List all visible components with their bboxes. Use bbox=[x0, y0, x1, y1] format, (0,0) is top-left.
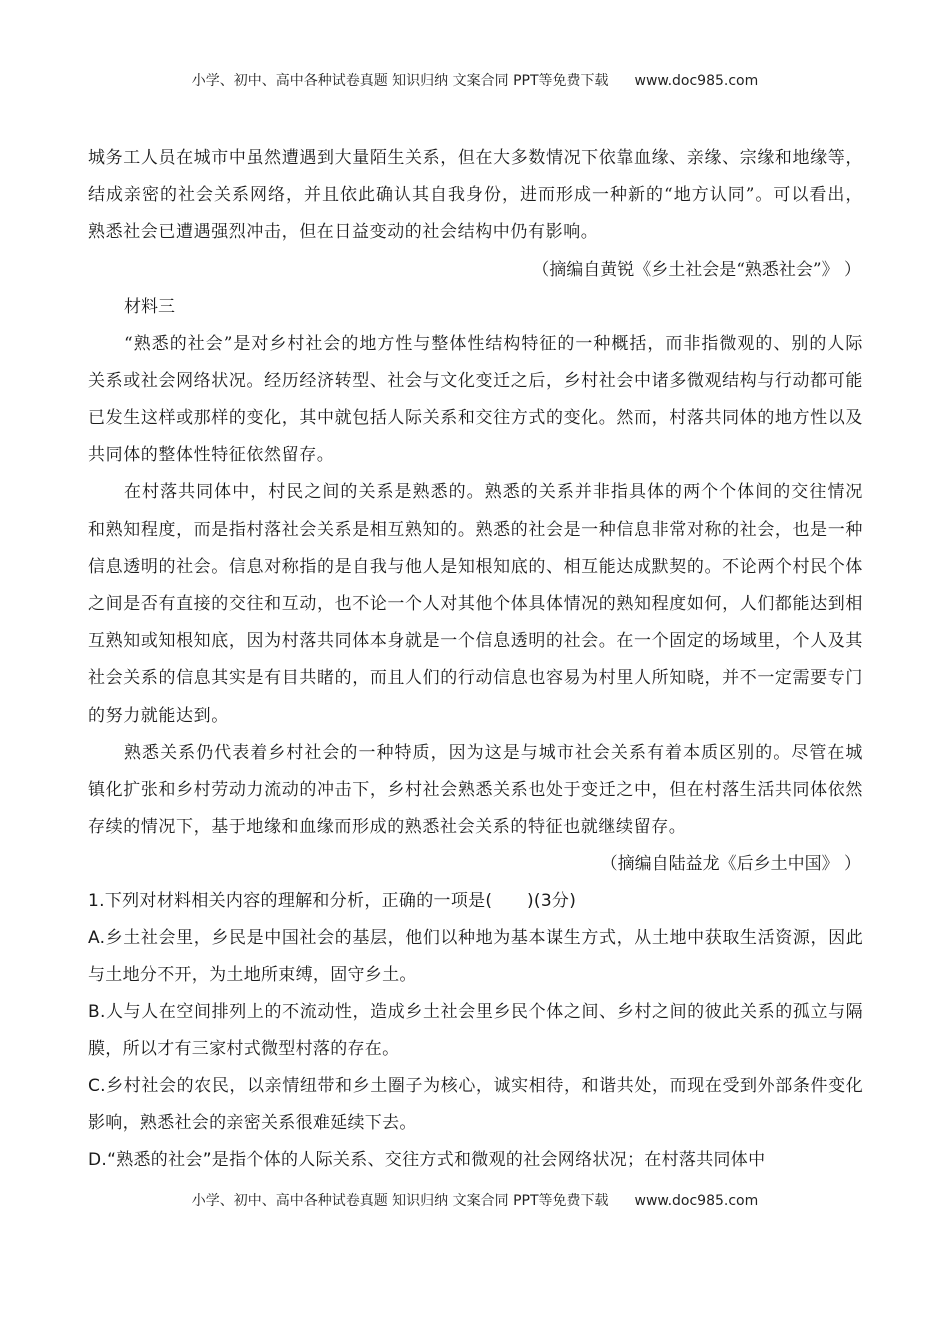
source-citation-2: （摘编自黄锐《乡土社会是“熟悉社会”》 ） bbox=[532, 259, 861, 280]
question-1-stem: 1.下列对材料相关内容的理解和分析，正确的一项是( )(3分) bbox=[88, 891, 577, 912]
question-1-option-d: D.“熟悉的社会”是指个体的人际关系、交往方式和微观的社会网络状况；在村落共同体中 bbox=[88, 1150, 766, 1171]
footer-url-link[interactable]: www.doc985.com bbox=[634, 1193, 759, 1209]
page-footer bbox=[0, 1190, 950, 1210]
question-1-option-a: A.乡土社会里，乡民是中国社会的基层，他们以种地为基本谋生方式，从土地中获取生活资源，因此与土地分不开，为土地所束缚，固守乡土。 bbox=[88, 928, 863, 986]
material-3-paragraph-2: 在村落共同体中，村民之间的关系是熟悉的。熟悉的关系并非指具体的两个个体间的交往情况和熟知程度，而是指村落社会关系是相互熟知的。熟悉的社会是一种信息非常对称的社会，也是一种信息透明的社会。信息对称指的是自我与他人是知根知底的、相互能达成默契的。不论两个村民个体之间是否有直接的交往和互动，也不论一个人对其他个体具体情况的熟知程度如何，人们都能达到相互熟知或知根知底，因为村落共同体本身就是一个信息透明的社会。在一个固定的场域里，个人及其社会关系的信息其实是有目共睹的，而且人们的行动信息也容易为村里人所知晓，并不一定需要专门的努力就能达到。 bbox=[88, 482, 863, 726]
question-1-option-c: C.乡村社会的农民，以亲情纽带和乡土圈子为核心，诚实相待，和谐共处，而现在受到外部条件变化影响，熟悉社会的亲密关系很难延续下去。 bbox=[88, 1076, 863, 1134]
header-url-link[interactable]: www.doc985.com bbox=[634, 73, 759, 89]
continuation-paragraph: 城务工人员在城市中虽然遭遇到大量陌生关系，但在大多数情况下依靠血缘、亲缘、宗缘和地缘等，结成亲密的社会关系网络，并且依此确认其自我身份，进而形成一种新的“地方认同”。可以看出，熟悉社会已遭遇强烈冲击，但在日益变动的社会结构中仍有影响。 bbox=[88, 148, 863, 243]
material-3-heading: 材料三 bbox=[124, 296, 175, 317]
document-body bbox=[88, 140, 863, 1179]
source-citation-3: （摘编自陆益龙《后乡土中国》 ） bbox=[600, 854, 861, 875]
question-1-option-b: B.人与人在空间排列上的不流动性，造成乡土社会里乡民个体之间、乡村之间的彼此关系的孤立与隔膜，所以才有三家村式微型村落的存在。 bbox=[88, 1002, 863, 1060]
footer-text: 小学、初中、高中各种试卷真题 知识归纳 文案合同 PPT等免费下载 bbox=[191, 1193, 609, 1209]
page-header bbox=[0, 70, 950, 90]
header-text: 小学、初中、高中各种试卷真题 知识归纳 文案合同 PPT等免费下载 bbox=[191, 73, 609, 89]
material-3-paragraph-3: 熟悉关系仍代表着乡村社会的一种特质，因为这是与城市社会关系有着本质区别的。尽管在城镇化扩张和乡村劳动力流动的冲击下，乡村社会熟悉关系也处于变迁之中，但在村落生活共同体依然存续的情况下，基于地缘和血缘而形成的熟悉社会关系的特征也就继续留存。 bbox=[88, 742, 863, 838]
material-3-paragraph-1: “熟悉的社会”是对乡村社会的地方性与整体性结构特征的一种概括，而非指微观的、别的人际关系或社会网络状况。经历经济转型、社会与文化变迁之后，乡村社会中诸多微观结构与行动都可能已发生这样或那样的变化，其中就包括人际关系和交往方式的变化。然而，村落共同体的地方性以及共同体的整体性特征依然留存。 bbox=[88, 333, 863, 466]
